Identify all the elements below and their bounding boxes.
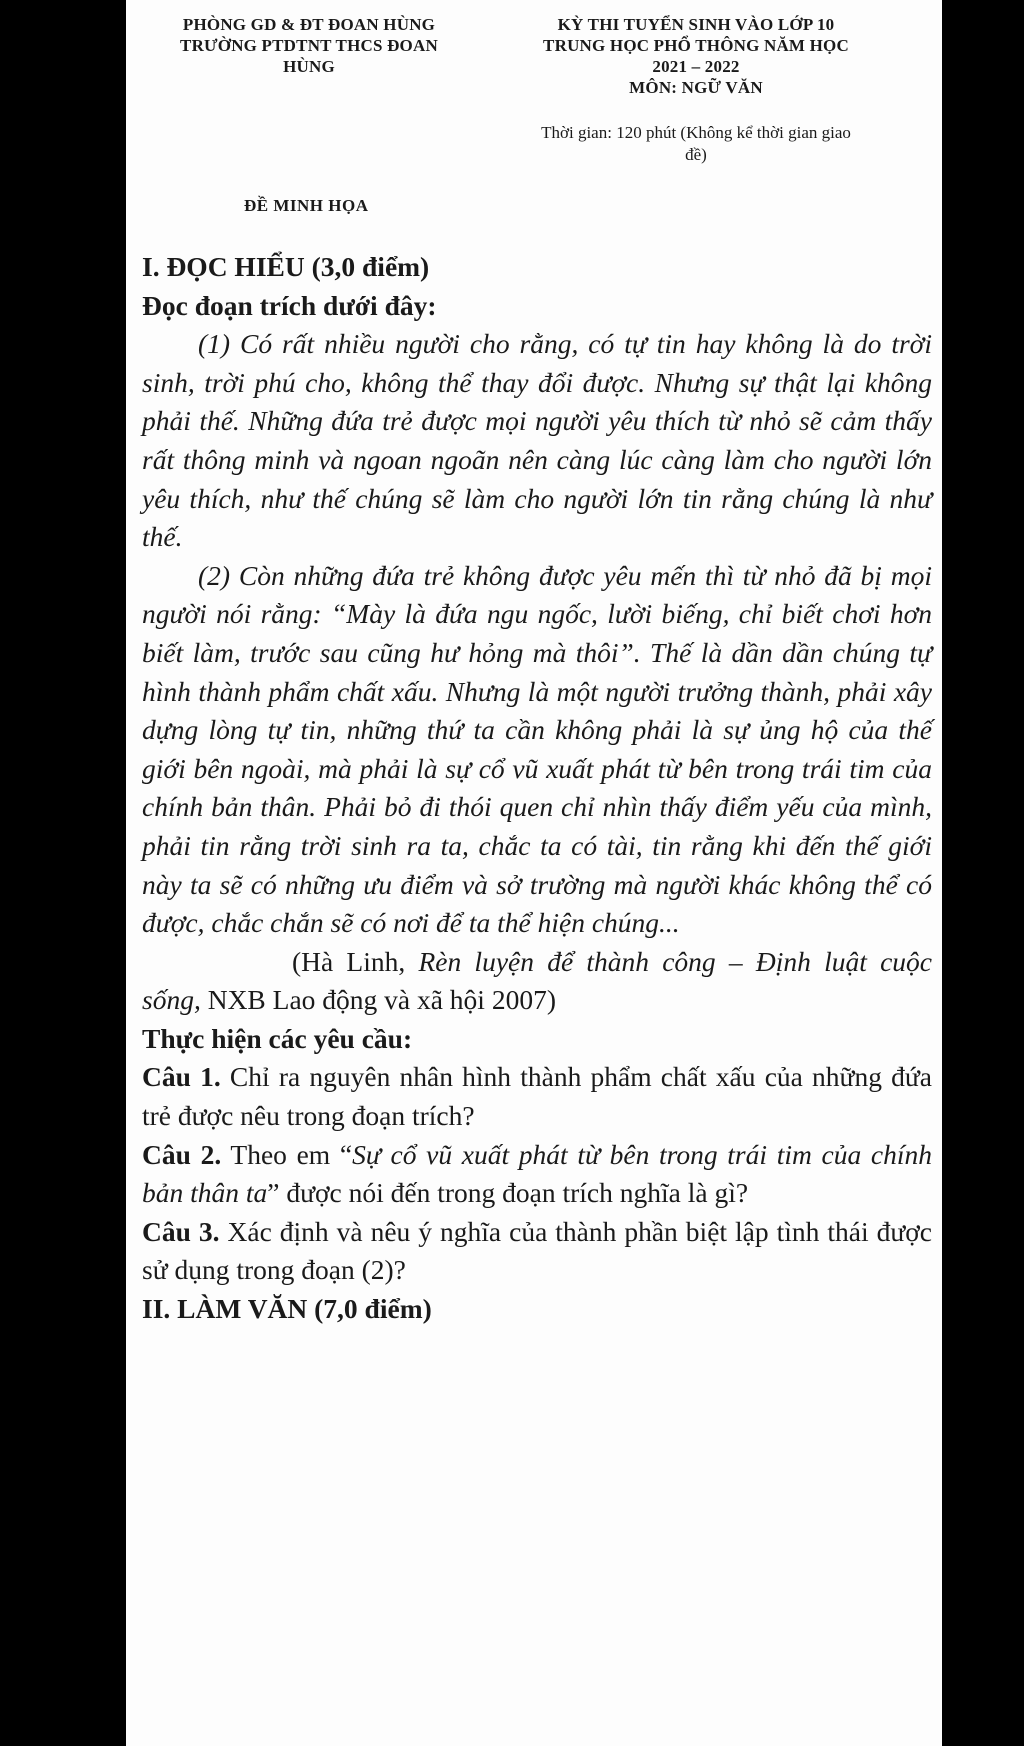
section2-title: II. LÀM VĂN (7,0 điểm) <box>142 1293 432 1325</box>
question-1 <box>142 1058 932 1135</box>
source-author: (Hà Linh, <box>292 945 419 977</box>
question-2-text-a: Theo em “ <box>221 1138 353 1170</box>
source-title: Rèn luyện để thành công – Định luật cuộc sống, <box>142 945 932 1016</box>
duration-line2: đề) <box>685 145 707 164</box>
source-publisher: NXB Lao động và xã hội 2007) <box>200 984 556 1016</box>
question-2-text-b: ” được nói đến trong đoạn trích nghĩa là gì? <box>267 1177 749 1209</box>
exam-label: ĐỀ MINH HỌA <box>244 196 369 215</box>
question-1-label: Câu 1. <box>142 1061 221 1093</box>
school-header <box>148 14 470 77</box>
exam-header <box>466 14 926 98</box>
tasks-title: Thực hiện các yêu cầu: <box>142 1022 413 1054</box>
duration-line1: Thời gian: 120 phút (Không kể thời gian giao <box>541 123 851 142</box>
question-1-text: Chỉ ra nguyên nhân hình thành phẩm chất xấu của những đứa trẻ được nêu trong đoạn trích? <box>142 1061 932 1132</box>
question-3 <box>142 1213 932 1290</box>
department-name: PHÒNG GD & ĐT ĐOAN HÙNG <box>182 15 436 34</box>
passage-source <box>142 943 932 1020</box>
reading-instruction: Đọc đoạn trích dưới đây: <box>142 289 437 321</box>
section1-title: I. ĐỌC HIỂU (3,0 điểm) <box>142 251 430 282</box>
exam-content <box>142 248 932 1329</box>
exam-title-line2: TRUNG HỌC PHỔ THÔNG NĂM HỌC <box>543 36 849 55</box>
question-2-quote: Sự cổ vũ xuất phát từ bên trong trái tim của chính bản thân ta <box>142 1138 932 1209</box>
school-year: 2021 – 2022 <box>652 57 740 76</box>
exam-title-line1: KỲ THI TUYỂN SINH VÀO LỚP 10 <box>557 15 835 34</box>
question-3-text: Xác định và nêu ý nghĩa của thành phần biệt lập tình thái được sử dụng trong đoạn (2)? <box>142 1215 933 1286</box>
exam-page <box>126 0 942 1746</box>
exam-duration <box>486 122 906 166</box>
subject: MÔN: NGỮ VĂN <box>629 78 763 97</box>
passage-paragraph-2: (2) Còn những đứa trẻ không được yêu mến thì từ nhỏ đã bị mọi người nói rằng: “Mày là đứa ngu ngốc, lười biếng, chỉ biết chơi hơn biết làm, trước sau cũng hư hỏng mà thôi”. Thế là dần dần chúng tự hình thành phẩm chất xấu. Nhưng là một người trưởng thành, phải xây dựng lòng tự tin, những thứ ta cần không phải là sự ủng hộ của thế giới bên ngoài, mà phải là sự cổ vũ xuất phát từ bên trong trái tim của chính bản thân. Phải bỏ đi thói quen chỉ nhìn thấy điểm yếu của mình, phải tin rằng trời sinh ra ta, chắc ta có tài, tin rằng khi đến thế giới này ta sẽ có những ưu điểm và sở trường mà người khác không thể có được, chắc chắn sẽ có nơi để ta thể hiện chúng... <box>142 559 932 939</box>
school-name-line2: HÙNG <box>283 57 335 76</box>
question-3-label: Câu 3. <box>142 1215 220 1247</box>
school-name-line1: TRƯỜNG PTDTNT THCS ĐOAN <box>180 36 438 55</box>
question-2-label: Câu 2. <box>142 1138 222 1170</box>
question-2 <box>142 1136 932 1213</box>
passage-paragraph-1: (1) Có rất nhiều người cho rằng, có tự tin hay không là do trời sinh, trời phú cho, không thể thay đổi được. Nhưng sự thật lại không phải thế. Những đứa trẻ được mọi người yêu thích từ nhỏ sẽ cảm thấy rất thông minh và ngoan ngoãn nên càng lúc càng làm cho người lớn yêu thích, như thế chúng sẽ làm cho người lớn tin rằng chúng là như thế. <box>142 328 932 553</box>
